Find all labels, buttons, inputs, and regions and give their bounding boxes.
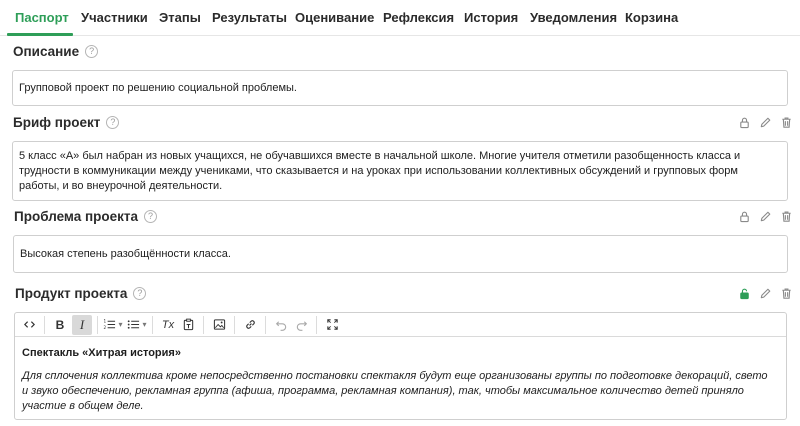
ordered-list-button[interactable]	[103, 315, 123, 335]
link-icon[interactable]	[240, 315, 260, 335]
editor-toolbar	[15, 313, 786, 337]
description-title: Описание	[13, 44, 80, 59]
redo-icon[interactable]	[291, 315, 311, 335]
tab-reflection[interactable]: Рефлексия	[383, 10, 455, 25]
tab-notifications[interactable]: Уведомления	[530, 10, 618, 25]
product-rich-text-editor[interactable]	[14, 312, 787, 420]
product-title: Продукт проекта	[15, 286, 128, 301]
fullscreen-icon[interactable]	[322, 315, 342, 335]
description-text: Групповой проект по решению социальной проблемы.	[19, 81, 297, 94]
section-title-brief	[13, 115, 119, 130]
italic-button[interactable]: I	[72, 315, 92, 335]
tab-bar	[0, 0, 800, 36]
section-title-problem	[14, 209, 157, 224]
brief-text: 5 класс «А» был набран из новых учащихся, не обучавшихся вместе в начальной школе. Многие учителя отметили разобщенность класса и трудности в коммуникации между учениками, что сказывается и на уроках при использовании коллективных обсуждений и групповых форм работы, и во внеурочной деятельности.	[19, 149, 741, 192]
problem-text: Высокая степень разобщённости класса.	[20, 247, 231, 260]
editor-content[interactable]	[22, 346, 776, 414]
problem-actions	[737, 209, 793, 223]
edit-pencil-icon[interactable]	[758, 286, 772, 300]
product-paragraph: Для сплочения коллектива кроме непосредственно постановки спектакля будут еще организованы группы по подготовке декораций, свето и звуко обеспечению, рекламная группа (афиша, программа, рекламная компания), так, чтобы максимальное количество детей приняло участие в общем деле.	[22, 370, 768, 412]
insert-image-icon[interactable]	[209, 315, 229, 335]
tab-results[interactable]: Результаты	[212, 10, 287, 25]
product-actions	[737, 286, 793, 300]
toolbar-divider	[265, 316, 266, 334]
tab-grading[interactable]: Оценивание	[295, 10, 375, 25]
help-icon[interactable]: ?	[106, 116, 119, 129]
toolbar-divider	[203, 316, 204, 334]
svg-text:1: 1	[103, 318, 107, 324]
active-tab-indicator	[7, 33, 73, 36]
chevron-down-icon: ▾	[118, 320, 123, 329]
bold-button[interactable]: B	[55, 317, 65, 332]
brief-title: Бриф проект	[13, 115, 101, 130]
tab-passport[interactable]: Паспорт	[15, 10, 69, 25]
toolbar-divider	[44, 316, 45, 334]
source-code-icon[interactable]	[19, 315, 39, 335]
toolbar-divider	[97, 316, 98, 334]
toolbar-divider	[234, 316, 235, 334]
unlocked-lock-icon[interactable]	[737, 286, 751, 300]
problem-text-box[interactable]	[13, 235, 788, 273]
help-icon[interactable]: ?	[133, 287, 146, 300]
tab-trash[interactable]: Корзина	[625, 10, 679, 25]
trash-icon[interactable]	[779, 115, 793, 129]
chevron-down-icon: ▾	[142, 320, 147, 329]
section-title-description	[13, 44, 98, 59]
problem-title: Проблема проекта	[14, 209, 139, 224]
paste-text-icon[interactable]	[178, 315, 198, 335]
description-text-box[interactable]	[12, 70, 788, 106]
help-icon[interactable]: ?	[85, 45, 98, 58]
trash-icon[interactable]	[779, 286, 793, 300]
lock-icon[interactable]	[737, 209, 751, 223]
help-icon[interactable]: ?	[144, 210, 157, 223]
edit-pencil-icon[interactable]	[758, 209, 772, 223]
tab-history[interactable]: История	[464, 10, 519, 25]
brief-actions	[737, 115, 793, 129]
toolbar-divider	[316, 316, 317, 334]
edit-pencil-icon[interactable]	[758, 115, 772, 129]
undo-icon[interactable]	[271, 315, 291, 335]
product-heading: Спектакль «Хитрая история»	[22, 347, 181, 359]
clear-format-button[interactable]: Tx	[161, 318, 175, 331]
lock-icon[interactable]	[737, 115, 751, 129]
toolbar-divider	[152, 316, 153, 334]
trash-icon[interactable]	[779, 209, 793, 223]
tab-stages[interactable]: Этапы	[159, 10, 201, 25]
tab-participants[interactable]: Участники	[81, 10, 148, 25]
bullet-list-button[interactable]	[127, 315, 147, 335]
section-title-product	[15, 286, 146, 301]
svg-text:2: 2	[103, 325, 107, 331]
brief-text-box[interactable]	[12, 141, 788, 201]
